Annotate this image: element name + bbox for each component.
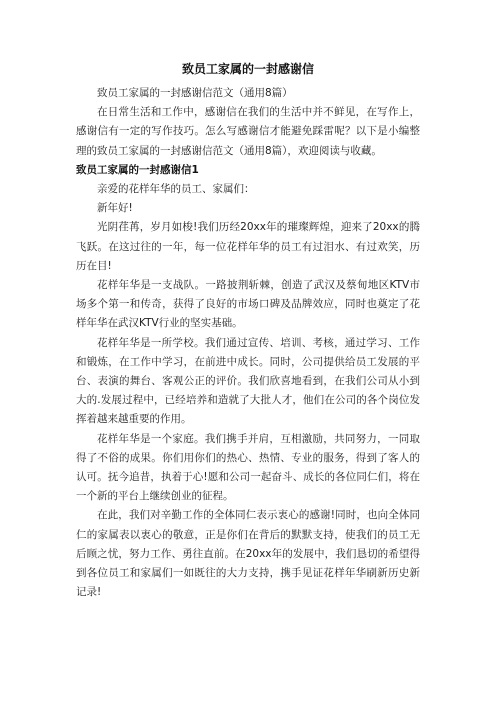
- body-paragraph: 光阴荏苒，岁月如梭!我们历经20xx年的璀璨辉煌，迎来了20xx的腾飞跃。在这过往的一年，每一位花样年华的员工有过泪水、有过欢笑，历历在目!: [76, 221, 420, 272]
- document-title: 致员工家属的一封感谢信: [181, 62, 314, 76]
- preface-paragraph: 在日常生活和工作中，感谢信在我们的生活中并不鲜见，在写作上，感谢信有一定的写作技巧。怎么写感谢信才能避免踩雷呢？以下是小编整理的致员工家属的一封感谢信范文（通用8篇），欢迎阅读与收藏。: [76, 106, 420, 157]
- body-paragraph: 花样年华是一支战队。一路披荆斩棘，创造了武汉及蔡甸地区KTV市场多个第一和传奇，获得了良好的市场口碑及品牌效应，同时也奠定了花样年华在武汉KTV行业的坚实基础。: [76, 279, 420, 330]
- body-paragraph: 在此，我们对辛勤工作的全体同仁表示衷心的感谢!同时，也向全体同仁的家属表以衷心的敬意，正是你们在背后的默默支持，使我们的员工无后顾之忧，努力工作、勇往直前。在20xx年的发展中，我们恳切的希望得到各位员工和家属们一如既往的大力支持，携手见证花样年华刷新历史新记录!: [76, 509, 420, 599]
- body-paragraph: 花样年华是一个家庭。我们携手并肩，互相激励，共同努力，一同取得了不俗的成果。你们用你们的热心、热情、专业的服务，得到了客人的认可。抚今追昔，执着于心!愿和公司一起奋斗、成长的各位同仁们，将在一个新的平台上继续创业的征程。: [76, 432, 420, 503]
- document-page: [76, 60, 420, 602]
- salutation: 亲爱的花样年华的员工、家属们：: [97, 183, 255, 196]
- section-heading: 致员工家属的一封感谢信1: [76, 163, 199, 176]
- greeting: 新年好!: [97, 202, 133, 215]
- body-paragraph: 花样年华是一所学校。我们通过宣传、培训、考核，通过学习、工作和锻炼，在工作中学习，在前进中成长。同时，公司提供给员工发展的平台、表演的舞台、客观公正的评价。我们欣喜地看到，在我们公司从小到大的.发展过程中，已经培养和造就了大批人才，他们在公司的各个岗位发挥着越来越重要的作用。: [76, 336, 420, 426]
- intro-line: 致员工家属的一封感谢信范文（通用8篇）: [97, 87, 293, 99]
